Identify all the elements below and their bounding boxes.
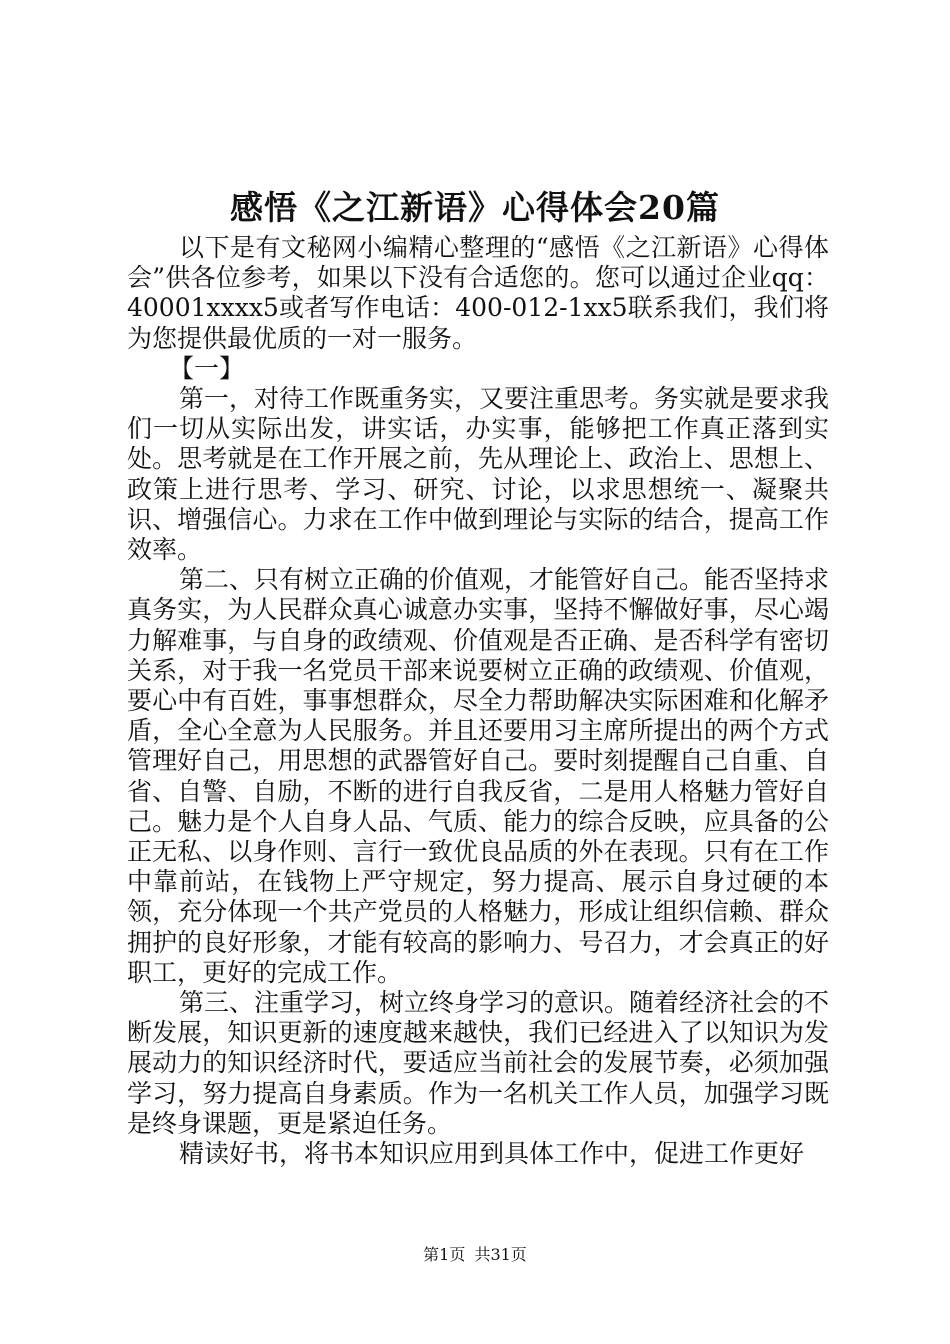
intro-paragraph: 以下是有文秘网小编精心整理的“感悟《之江新语》心得体会”供各位参考，如果以下没有合适您的。您可以通过企业qq：40001xxxx5或者写作电话：400-012-1xx5联系我们，我们将为您提供最优质的一对一服务。 [127, 233, 829, 353]
body-paragraph-3: 第三、注重学习，树立终身学习的意识。随着经济社会的不断发展，知识更新的速度越来越快，我们已经进入了以知识为发展动力的知识经济时代，要适应当前社会的发展节奏，必须加强学习，努力提高自身素质。作为一名机关工作人员，加强学习既是终身课题，更是紧迫任务。 [127, 988, 830, 1138]
page-footer: 第1页 共31页 [423, 1245, 527, 1264]
document-title: 感悟《之江新语》心得体会20篇 [230, 188, 720, 227]
body-paragraph-1: 第一，对待工作既重务实，又要注重思考。务实就是要求我们一切从实际出发，讲实话，办实事，能够把工作真正落到实处。思考就是在工作开展之前，先从理论上、政治上、思想上、政策上进行思考、学习、研究、讨论，以求思想统一、凝聚共识、增强信心。力求在工作中做到理论与实际的结合，提高工作效率。 [127, 384, 830, 565]
body-paragraph-4: 精读好书，将书本知识应用到具体工作中，促进工作更好 [179, 1139, 805, 1169]
section-heading: 【一】 [169, 353, 245, 383]
body-paragraph-2: 第二、只有树立正确的价值观，才能管好自己。能否坚持求真务实，为人民群众真心诚意办实事，坚持不懈做好事，尽心竭力解难事，与自身的政绩观、价值观是否正确、是否科学有密切关系，对于我一名党员干部来说要树立正确的政绩观、价值观，要心中有百姓，事事想群众，尽全力帮助解决实际困难和化解矛盾，全心全意为人民服务。并且还要用习主席所提出的两个方式管理好自己，用思想的武器管好自己。要时刻提醒自己自重、自省、自警、自励，不断的进行自我反省，二是用人格魅力管好自己。魅力是个人自身人品、气质、能力的综合反映，应具备的公正无私、以身作则、言行一致优良品质的外在表现。只有在工作中靠前站，在钱物上严守规定，努力提高、展示自身过硬的本领，充分体现一个共产党员的人格魅力，形成让组织信赖、群众拥护的良好形象，才能有较高的影响力、号召力，才会真正的好职工，更好的完成工作。 [127, 565, 830, 987]
document-body [127, 233, 829, 1169]
